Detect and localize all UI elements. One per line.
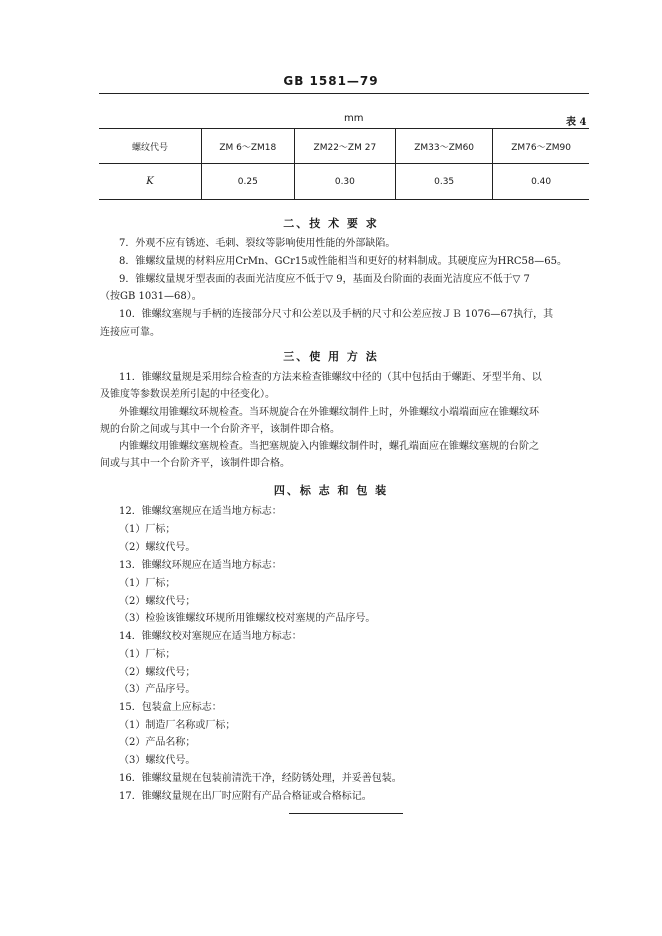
table-cell: ZM33～ZM60 xyxy=(396,129,493,164)
clause-13-item-1: （1）厂标； xyxy=(119,578,176,589)
end-rule xyxy=(289,813,403,814)
clause-10: 10．锥螺纹塞规与手柄的连接部分尺寸和公差以及手柄的尺寸和公差应按ＪＢ 1076—67执行，其 xyxy=(119,309,554,320)
clause-10-cont: 连接应可靠。 xyxy=(100,327,160,338)
clause-12-item-2: （2）螺纹代号。 xyxy=(119,542,196,553)
table-cell: K xyxy=(99,164,202,200)
clause-11-ext-cont: 规的台阶之间或与其中一个台阶齐平，该制件即合格。 xyxy=(100,424,340,435)
table-4 xyxy=(99,128,589,200)
table-unit: mm xyxy=(344,113,364,124)
clause-12: 12．锥螺纹塞规应在适当地方标志： xyxy=(119,506,282,517)
clause-14-item-2: （2）螺纹代号； xyxy=(119,667,196,678)
clause-15-item-1: （1）制造厂名称或厂标； xyxy=(119,720,236,731)
clause-11-cont: 及锥度等参数误差所引起的中径变化）。 xyxy=(100,389,275,400)
clause-11-int: 内锥螺纹用锥螺纹塞规检查。当把塞规旋入内锥螺纹制件时，螺孔端面应在锥螺纹塞规的台阶之 xyxy=(119,441,539,452)
clause-13: 13．锥螺纹环规应在适当地方标志： xyxy=(119,560,282,571)
clause-16: 16．锥螺纹量规在包装前清洗干净，经防锈处理，并妥善包装。 xyxy=(119,773,402,784)
standard-code: GB 1581—79 xyxy=(283,74,379,88)
clause-13-item-3: （3）检验该锥螺纹环规所用锥螺纹校对塞规的产品序号。 xyxy=(119,613,376,624)
table-cell: 0.40 xyxy=(493,164,589,200)
section-heading-tech: 二、技 术 要 求 xyxy=(283,217,379,230)
clause-13-item-2: （2）螺纹代号； xyxy=(119,596,196,607)
clause-15-item-3: （3）螺纹代号。 xyxy=(119,755,196,766)
table-cell: ZM76～ZM90 xyxy=(493,129,589,164)
table-cell: 0.35 xyxy=(396,164,493,200)
table-cell: ZM22～ZM 27 xyxy=(294,129,395,164)
table-row xyxy=(99,129,589,164)
clause-14-item-1: （1）厂标； xyxy=(119,649,176,660)
table-cell: 0.25 xyxy=(202,164,295,200)
section-heading-marking: 四、标 志 和 包 装 xyxy=(273,484,389,497)
clause-14: 14．锥螺纹校对塞规应在适当地方标志： xyxy=(119,631,302,642)
clause-15-item-2: （2）产品名称； xyxy=(119,737,196,748)
clause-9-cont: （按GB 1031—68）。 xyxy=(100,291,202,302)
clause-11: 11．锥螺纹量规是采用综合检查的方法来检查锥螺纹中径的（其中包括由于螺距、牙型半角、以 xyxy=(119,372,542,383)
header-rule xyxy=(99,93,589,94)
clause-11-int-cont: 间或与其中一个台阶齐平，该制件即合格。 xyxy=(100,458,290,469)
table-number: 表 4 xyxy=(566,117,587,128)
clause-12-item-1: （1）厂标； xyxy=(119,524,176,535)
table-cell: 螺纹代号 xyxy=(99,129,202,164)
table-cell: 0.30 xyxy=(294,164,395,200)
section-heading-usage: 三、使 用 方 法 xyxy=(283,350,379,363)
table-row xyxy=(99,164,589,200)
clause-8: 8．锥螺纹量规的材料应用CrMn、GCr15或性能相当和更好的材料制成。其硬度应为HRC58—65。 xyxy=(119,256,567,267)
clause-9: 9．锥螺纹量规牙型表面的表面光洁度应不低于▽ 9，基面及台阶面的表面光洁度应不低于▽ 7 xyxy=(119,274,530,285)
clause-11-ext: 外锥螺纹用锥螺纹环规检查。当环规旋合在外锥螺纹制件上时，外锥螺纹小端端面应在锥螺纹环 xyxy=(119,407,539,418)
clause-17: 17．锥螺纹量规在出厂时应附有产品合格证或合格标记。 xyxy=(119,791,372,802)
clause-14-item-3: （3）产品序号。 xyxy=(119,684,196,695)
table-cell: ZM 6～ZM18 xyxy=(202,129,295,164)
clause-7: 7．外观不应有锈迹、毛刺、裂纹等影响使用性能的外部缺陷。 xyxy=(119,238,396,249)
clause-15: 15．包装盒上应标志： xyxy=(119,702,222,713)
